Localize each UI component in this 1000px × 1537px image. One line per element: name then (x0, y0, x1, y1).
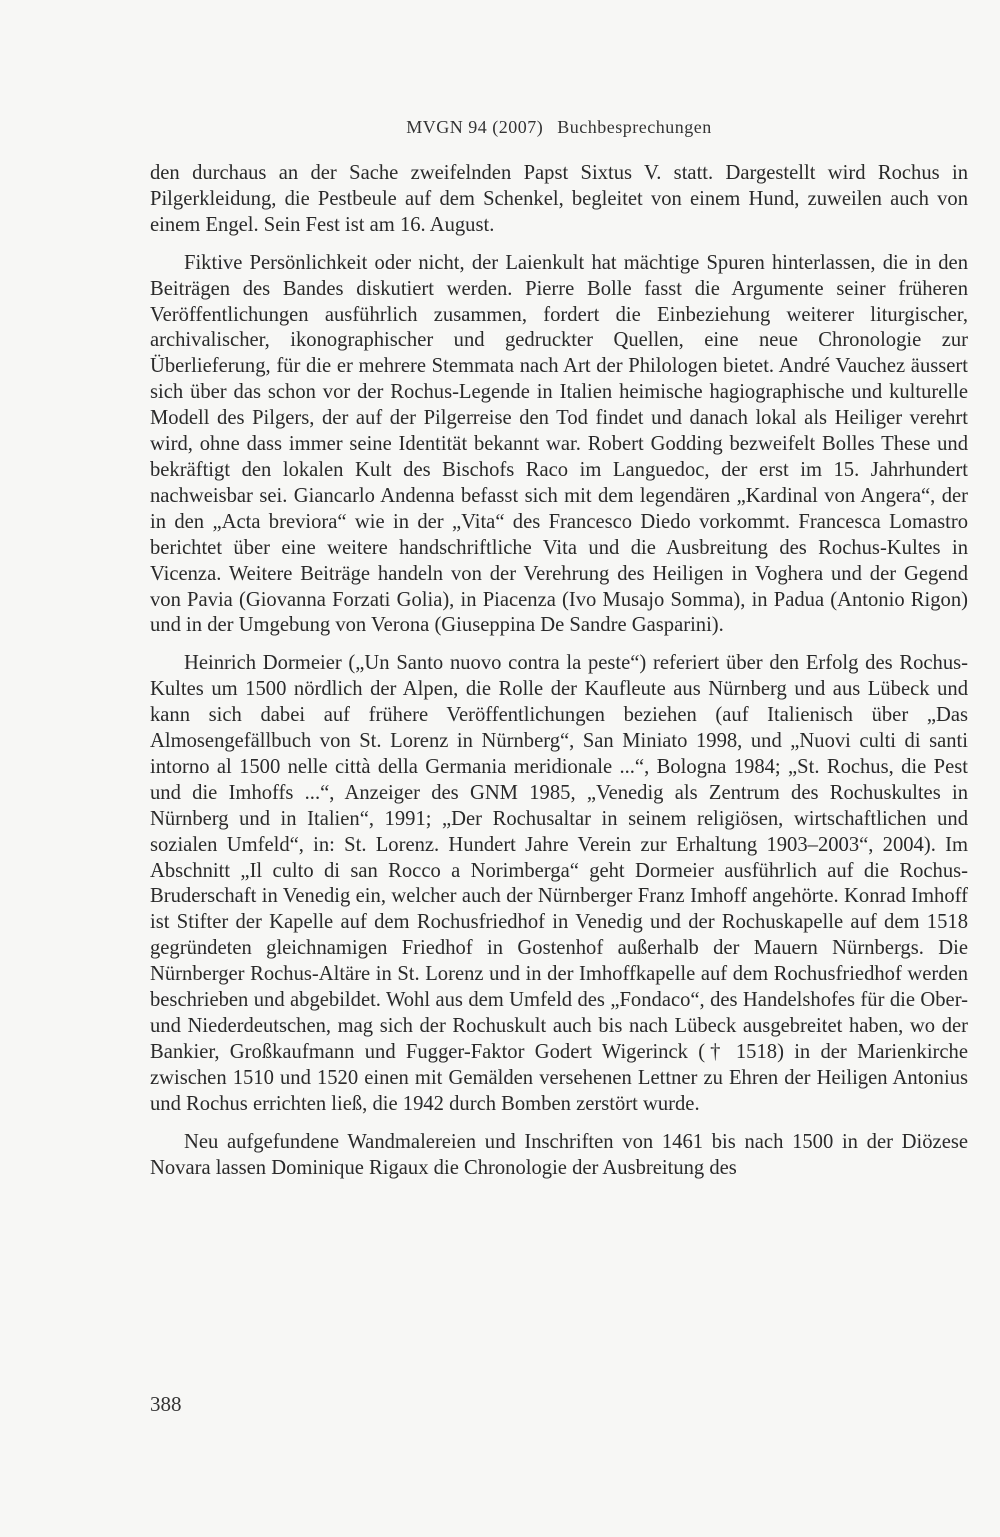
paragraph-3: Heinrich Dormeier („Un Santo nuovo contra la peste“) referiert über den Erfolg des Rochus-Kultes um 1500 nördlich der Alpen, die Rolle der Kaufleute aus Nürnberg und aus Lübeck und kann sich dabei auf frühere Veröffentlichungen beziehen (auf Italienisch über „Das Almosengefällbuch von St. Lorenz in Nürnberg“, San Miniato 1998, und „Nuovi culti di santi intorno al 1500 nelle città della Germania meridionale ...“, Bologna 1984; „St. Rochus, die Pest und die Imhoffs ...“, Anzeiger des GNM 1985, „Venedig als Zentrum des Rochuskultes in Nürnberg und in Italien“, 1991; „Der Rochusaltar in seinem religiösen, wirtschaftlichen und sozialen Umfeld“, in: St. Lorenz. Hundert Jahre Verein zur Erhaltung 1903–2003“, 2004). Im Abschnitt „Il culto di san Rocco a Norimberga“ geht Dormeier ausführlich auf die Rochus-Bruderschaft in Venedig ein, welcher auch der Nürnberger Franz Imhoff angehörte. Konrad Imhoff ist Stifter der Kapelle auf dem Rochusfriedhof in Venedig und der Rochuskapelle auf dem 1518 gegründeten gleichnamigen Friedhof in Gostenhof außerhalb der Mauern Nürnbergs. Die Nürnberger Rochus-Altäre in St. Lorenz und in der Imhoffkapelle auf dem Rochusfriedhof werden beschrieben und abgebildet. Wohl aus dem Umfeld des „Fondaco“, des Handelshofes für die Ober- und Niederdeutschen, mag sich der Rochuskult auch bis nach Lübeck ausgebreitet haben, wo der Bankier, Großkaufmann und Fugger-Faktor Godert Wigerinck († 1518) in der Marienkirche zwischen 1510 und 1520 einen mit Gemälden versehenen Lettner zu Ehren der Heiligen Antonius und Rochus errichten ließ, die 1942 durch Bomben zerstört wurde. (150, 652, 968, 1115)
paragraph-1: den durchaus an der Sache zweifelnden Papst Sixtus V. statt. Dargestellt wird Rochus in Pilgerkleidung, die Pestbeule auf dem Schenkel, begleitet von einem Hund, zuweilen auch von einem Engel. Sein Fest ist am 16. August. (150, 162, 968, 236)
section-title: Buchbesprechungen (557, 117, 712, 137)
running-head (150, 117, 968, 138)
body-text (150, 161, 968, 1181)
page-number: 388 (150, 1392, 182, 1416)
paragraph-2: Fiktive Persönlichkeit oder nicht, der Laienkult hat mächtige Spuren hinterlassen, die in den Beiträgen des Bandes diskutiert werden. Pierre Bolle fasst die Argumente seiner früheren Veröffentlichungen ausführlich zusammen, fordert die Einbeziehung weiterer liturgischer, archivalischer, ikonographischer und gedruckter Quellen, eine neue Chronologie zur Überlieferung, für die er mehrere Stemmata nach Art der Philologen bietet. André Vauchez äussert sich über das schon vor der Rochus-Legende in Italien heimische hagiographische und kulturelle Modell des Pilgers, der auf der Pilgerreise den Tod findet und danach lokal als Heiliger verehrt wird, ohne dass immer seine Identität bekannt war. Robert Godding bezweifelt Bolles These und bekräftigt den lokalen Kult des Bischofs Raco im Languedoc, der erst im 15. Jahrhundert nachweisbar sei. Giancarlo Andenna befasst sich mit dem legendären „Kardinal von Angera“, der in den „Acta breviora“ wie in der „Vita“ des Francesco Diedo vorkommt. Francesca Lomastro berichtet über eine weitere handschriftliche Vita und die Ausbreitung des Rochus-Kultes in Vicenza. Weitere Beiträge handeln von der Verehrung des Heiligen in Voghera und der Gegend von Pavia (Giovanna Forzati Golia), in Piacenza (Ivo Musajo Somma), in Padua (Antonio Rigon) und in der Umgebung von Verona (Giuseppina De Sandre Gasparini). (150, 251, 968, 637)
journal-reference: MVGN 94 (2007) (406, 117, 544, 137)
paragraph-4: Neu aufgefundene Wandmalereien und Inschriften von 1461 bis nach 1500 in der Diözese Novara lassen Dominique Rigaux die Chronologie der Ausbreitung des (150, 1130, 968, 1179)
